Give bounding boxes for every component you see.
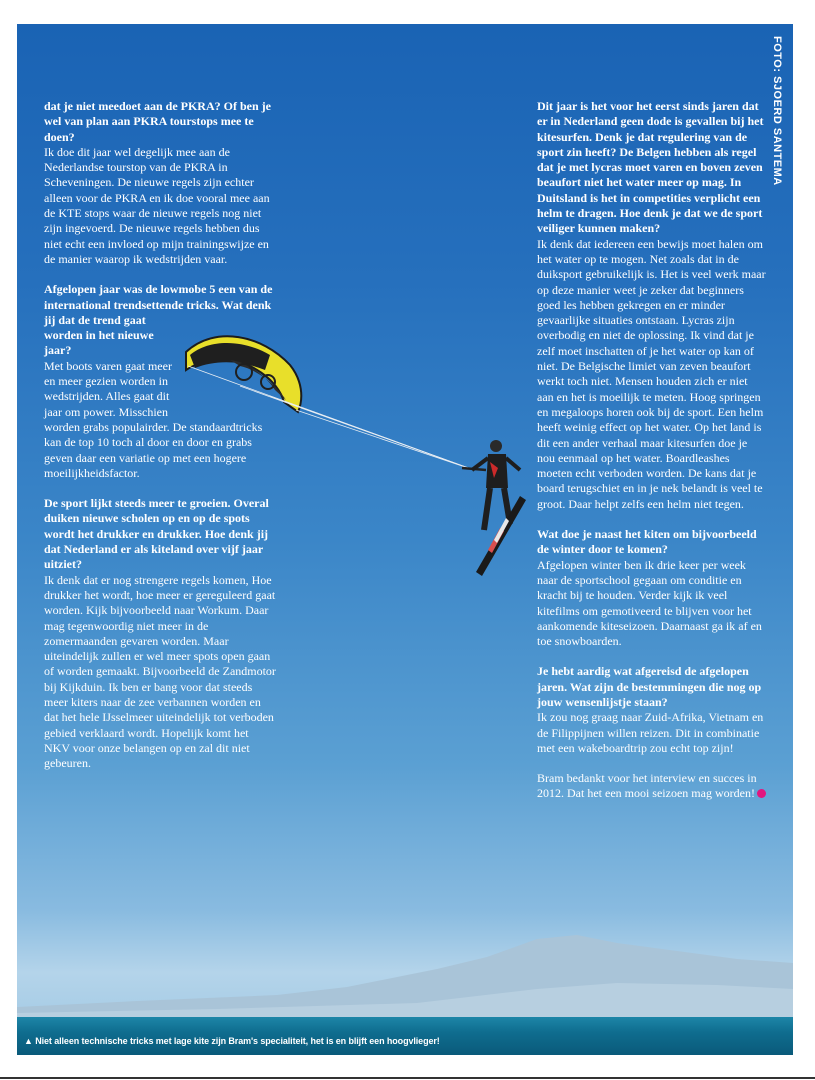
- question-trend-continued: worden in het nieuwe jaar?: [44, 328, 154, 358]
- answer-trend: Met boots varen gaat meer en meer gezien worden in wedstrijden. Alles gaat dit jaar om power. Misschien: [44, 358, 172, 419]
- question-trend: Afgelopen jaar was de lowmobe 5 een van de international trendsettende tricks. Wat denk jij dat de trend gaat: [44, 282, 273, 327]
- answer-travel: Ik zou nog graag naar Zuid-Afrika, Vietnam en de Filippijnen willen reizen. Dit in combinatie met een wakeboardtrip zou echt top zijn!: [537, 710, 764, 755]
- question-pkra: dat je niet meedoet aan de PKRA? Of ben je wel van plan aan PKRA tourstops mee te doen?: [44, 99, 271, 144]
- caption-text: Niet alleen technische tricks met lage kite zijn Bram's specialiteit, het is en blijft een hoogvlieger!: [35, 1036, 440, 1046]
- article-column-right: [537, 99, 767, 817]
- answer-pkra: Ik doe dit jaar wel degelijk mee aan de Nederlandse tourstop van de PKRA in Scheveningen. De nieuwe regels zijn echter alleen voor de PKRA en ik doe vooral mee aan de KTE stops waar de nieuwe regels nog niet zijn ingevoerd. De nieuwe regels hebben dus niet echt een invloed op mijn trainingswijze en de manier waarop ik wedstrijden vaar.: [44, 144, 270, 266]
- question-safety: Dit jaar is het voor het eerst sinds jaren dat er in Nederland geen dode is gevallen bij het kitesurfen. Denk je dat regulering van de sport zin heeft? De Belgen hebben als regel dat je met lycras moet varen en boven zeven beaufort niet het water meer op mag. In Duitsland is het in competities verplicht een helm te dragen. Hoe denk je dat we de sport veiliger kunnen maken?: [537, 99, 764, 236]
- question-winter: Wat doe je naast het kiten om bijvoorbeeld de winter door te komen?: [537, 527, 757, 557]
- photo-caption: [24, 1036, 440, 1046]
- question-travel: Je hebt aardig wat afgereisd de afgelopen jaren. Wat zijn de bestemmingen die nog op jouw wensenlijstje staan?: [537, 664, 762, 709]
- closing-text: Bram bedankt voor het interview en succes in 2012. Dat het een mooi seizoen mag worden!: [537, 771, 757, 801]
- page-bottom-rule: [0, 1077, 815, 1079]
- triangle-up-icon: ▲: [24, 1036, 33, 1046]
- kiteboard: [476, 496, 526, 576]
- answer-growth: Ik denk dat er nog strengere regels komen, Hoe drukker het wordt, hoe meer er gereguleerd gaat worden. Kijk bijvoorbeeld naar Workum. Daar mag tegenwoordig niet meer in de zomermaanden gevaren worden. Maar uiteindelijk zullen er wel meer spots open gaan of worden gemaakt. Bijvoorbeeld de Zandmotor bij Kijkduin. Ik ben er bang voor dat steeds meer kiters naar de zee verbannen worden en dat het hele IJsselmeer uiteindelijk tot verboden gebied verklaard wordt. Hopelijk komt het NKV voor onze belangen op en zal dit niet gebeuren.: [44, 572, 276, 771]
- answer-trend-continued: worden grabs populairder. De standaardtricks kan de top 10 toch al door en door en grabs geven daar een variatie op met een hogere moeilijkheidsfactor.: [44, 419, 263, 480]
- answer-safety: Ik denk dat iedereen een bewijs moet halen om het water op te mogen. Net zoals dat in de duiksport gebruikelijk is. Het is veel werk maar op deze manier weet je zeker dat beginners goed les hebben gekregen en er minder gevaarlijke situaties ontstaan. Lycras zijn overbodig en niet de oplossing. Ik vind dat je zelf moet inschatten of je het water op kan of niet. De Belgische limiet van zeven beaufort werkt toch niet. Mensen houden zich er niet aan en het is moeilijk te meten. Hoog springen en megaloops horen ook bij de sport. Een helm heeft weinig effect op het water. Op het land is dit een ander verhaal maar kitesurfen doe je nou eenmaal op het water. Boardleashes moeten echt verboden worden. De kans dat je board terugschiet en in je nek belandt is veel te groot. Daar helpt zelfs een helm niet tegen.: [537, 236, 766, 511]
- answer-winter: Afgelopen winter ben ik drie keer per week naar de sportschool gegaan om conditie en kracht bij te houden. Verder kijk ik veel kitefilms om gemotiveerd te blijven voor het aankomende kiteseizoen. Daarnaast ga ik af en toe snowboarden.: [537, 557, 762, 649]
- photo-credit: FOTO: SJOERD SANTEMA: [771, 36, 783, 186]
- end-mark-dot: [757, 789, 766, 798]
- question-growth: De sport lijkt steeds meer te groeien. Overal duiken nieuwe scholen op en op de spots wordt het drukker en drukker. Hoe denk jij dat Nederland er als kiteland over vijf jaar uitziet?: [44, 496, 269, 572]
- article-column-left: [44, 99, 276, 786]
